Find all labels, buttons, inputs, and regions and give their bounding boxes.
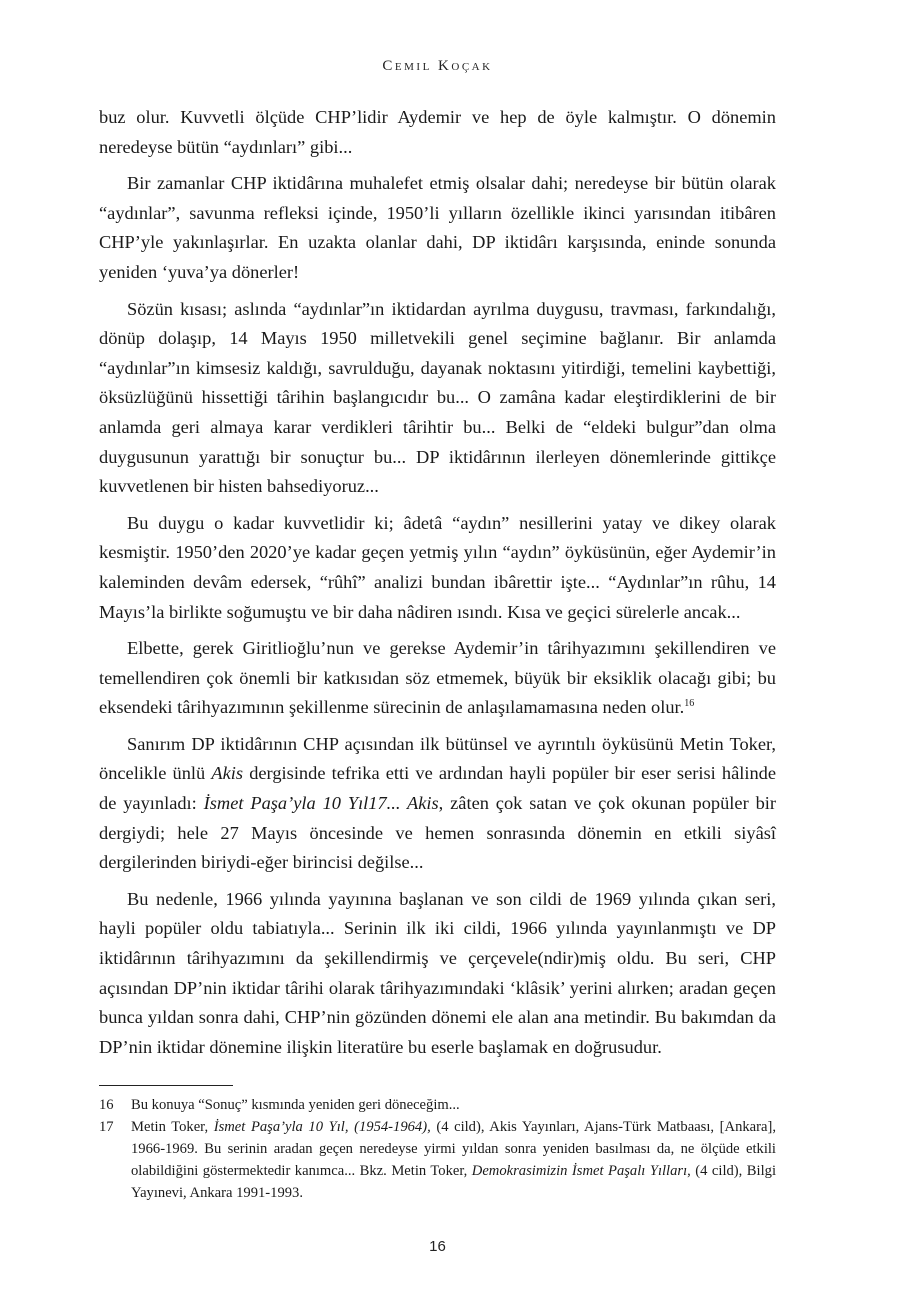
footnote-16-text: Bu konuya “Sonuç” kısmında yeniden geri döneceğim... bbox=[131, 1097, 460, 1113]
footnote-17-title-a: İsmet Paşa’yla 10 Yıl, (1954-1964), bbox=[213, 1119, 431, 1135]
paragraph-4: Bu duygu o kadar kuvvetlidir ki; âdetâ “aydın” nesillerini yatay ve dikey olarak kesmiştir. 1950’den 2020’ye kadar geçen yetmiş yılın “aydın” öyküsünün, eğer Aydemir’in kaleminden devâm edersek, “rûhî” analizi bundan ibârettir işte... “Aydınlar”ın rûhu, 14 Mayıs’la birlikte soğumuştu ve bir daha nâdiren ısındı. Kısa ve geçici sürelerle ancak... bbox=[99, 512, 776, 622]
footnote-16 bbox=[99, 1094, 776, 1116]
page-number: 16 bbox=[429, 1238, 446, 1255]
paragraph-6-text-a: Sanırım DP iktidârının CHP açısından ilk bütünsel ve ayrıntılı öyküsünü Metin Toker, öncelikle ünlü bbox=[99, 733, 776, 784]
footnote-separator bbox=[99, 1085, 233, 1086]
footnote-text bbox=[131, 1116, 776, 1204]
paragraph-6 bbox=[99, 730, 776, 878]
footnote-17-text-a: Metin Toker, bbox=[131, 1119, 214, 1135]
paragraph-2: Bir zamanlar CHP iktidârına muhalefet etmiş olsalar dahi; neredeyse bir bütün olarak “aydınlar”, savunma refleksi içinde, 1950’li yılların özellikle ikinci yarısından itibâren CHP’yle yakınlaşırlar. En uzakta olanlar dahi, DP iktidârı karşısında, eninde sonunda yeniden ‘yuva’ya dönerler! bbox=[99, 173, 776, 282]
footnotes bbox=[99, 1094, 776, 1204]
paragraph-3: Sözün kısası; aslında “aydınlar”ın iktidardan ayrılma duygusu, travması, farkındalığı, dönüp dolaşıp, 14 Mayıs 1950 milletvekili genel seçimine bağlanır. Bir anlamda “aydınlar”ın kimsesiz kaldığı, savrulduğu, dayanak noktasını yitirdiği, temelini kaybettiği, öksüzlüğünü hissettiği târihin başlangıcıdır bu... O zamâna kadar eleştirdiklerini de bir anlamda geri almaya karar verdikleri târihtir bu... Belki de “eldeki bulgur”dan olma duygusunun yarattığı bir sonuçtur bu... DP iktidârının ilerleyen dönemlerinde gittikçe kuvvetlenen bir histen bahsediyoruz... bbox=[99, 298, 776, 497]
book-title-ismet-pasayla: İsmet Paşa’yla 10 Yıl17... Akis bbox=[203, 793, 439, 814]
paragraph-5 bbox=[99, 634, 776, 723]
journal-title-akis: Akis bbox=[211, 763, 244, 784]
paragraph-5-text: Elbette, gerek Giritlioğlu’nun ve gerekse Aydemir’in târihyazımını şekillendiren ve temellendiren çok önemli bir katkısıdan söz etmemek, büyük bir eksiklik olacağı gibi; bu eksendeki târihyazımının şekillenme sürecinin de anlaşılamamasına neden olur. bbox=[99, 638, 776, 718]
footnote-number: 17 bbox=[99, 1119, 114, 1135]
paragraph-6-text-b: dergisinde tefrika etti ve ardından hayli popüler bir eser serisi hâlinde de yayınladı: bbox=[99, 763, 776, 814]
body-text bbox=[99, 103, 776, 1069]
footnote-17 bbox=[99, 1116, 776, 1204]
footnote-17-title-b: Demokrasimizin İsmet Paşalı Yılları bbox=[471, 1163, 688, 1179]
paragraph-1: buz olur. Kuvvetli ölçüde CHP’lidir Aydemir ve hep de öyle kalmıştır. O dönemin neredeyse bütün “aydınları” gibi... bbox=[99, 107, 776, 157]
footnote-17-text-b: (4 cild), Akis Yayınları, Ajans-Türk Matbaası, [Ankara], 1966-1969. Bu serinin aradan geçen neredeyse yirmi yıldan sonra yeniden basılması da, ne ölçüde etkili olabildiğini göstermektedir kanımca... Bkz. Metin Toker, bbox=[131, 1119, 776, 1179]
paragraph-6-text-c: , zâten çok satan ve çok okunan popüler bir dergiydi; hele 27 Mayıs öncesinde ve hemen sonrasında dönemin en etkili siyâsî dergilerinden biriydi-eğer birincisi değilse... bbox=[99, 793, 776, 873]
running-head: Cemil Koçak bbox=[382, 58, 493, 74]
footnote-number: 16 bbox=[99, 1097, 114, 1113]
footnote-text bbox=[131, 1094, 776, 1116]
paragraph-7: Bu nedenle, 1966 yılında yayınına başlanan ve son cildi de 1969 yılında çıkan seri, hayli popüler oldu tabiatıyla... Serinin ilk iki cildi, 1966 yılında yayınlanmıştı ve DP iktidârının târihyazımını da şekillendirmiş ve çerçevele(ndir)miş oldu. Bu seri, CHP açısından DP’nin iktidar târihi olarak târihyazımındaki ‘klâsik’ yerini alırken; aradan geçen bunca yıldan sonra dahi, CHP’nin gözünden dönemi ele alan ana metindir. Bu bakımdan da DP’nin iktidar dönemine ilişkin literatüre bu eserle başlamak en doğrusudur. bbox=[99, 888, 776, 1057]
footnote-ref-16[interactable]: 16 bbox=[684, 698, 695, 710]
footnote-17-text-c: , (4 cild), Bilgi Yayınevi, Ankara 1991-1993. bbox=[131, 1163, 777, 1201]
